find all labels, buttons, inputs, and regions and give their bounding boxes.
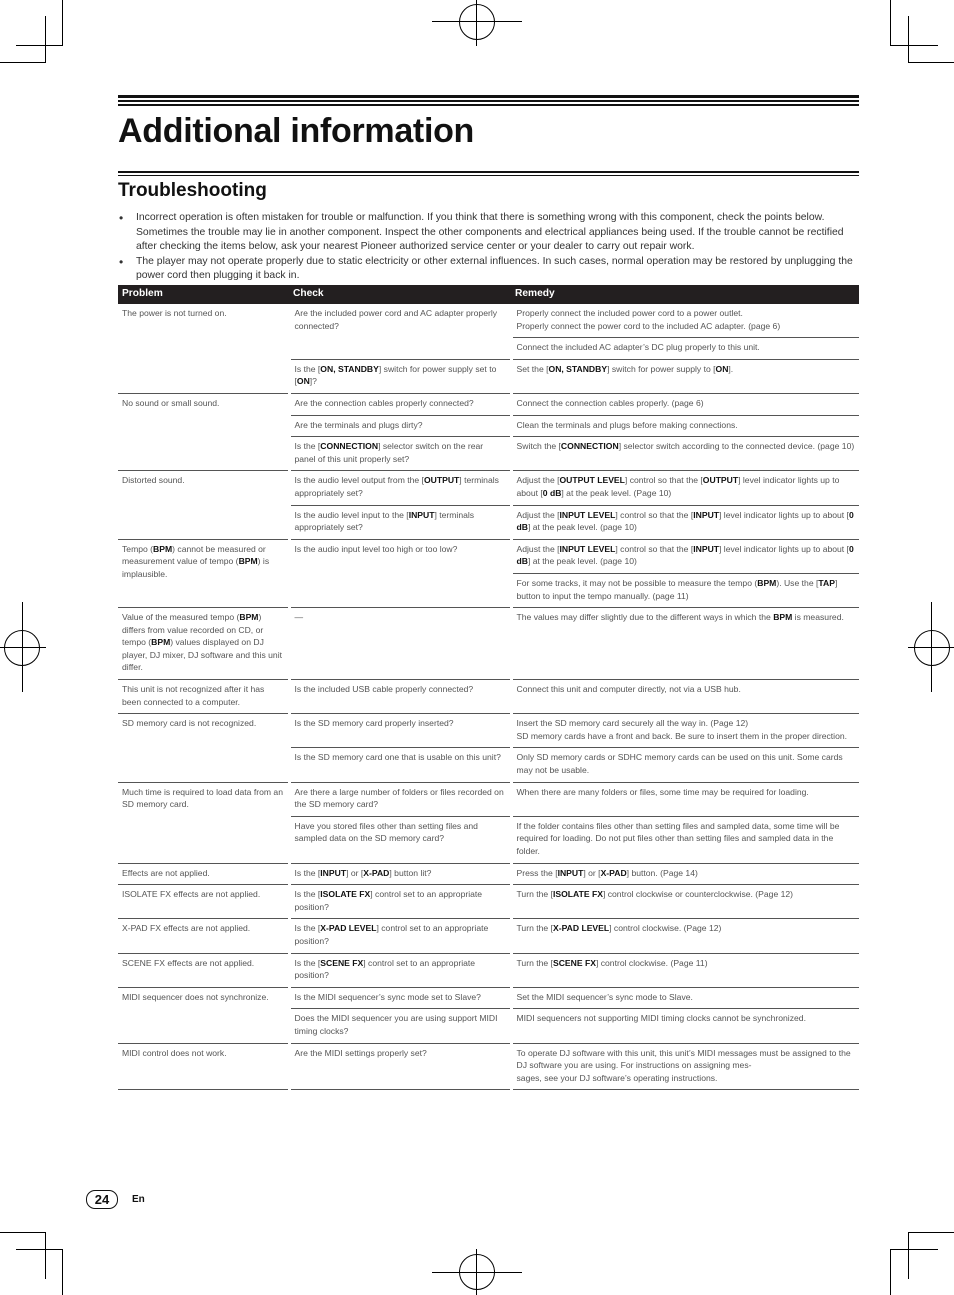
header-rule xyxy=(118,104,859,106)
table-row xyxy=(118,919,859,953)
problem-cell: X-PAD FX effects are not applied. xyxy=(118,919,289,953)
remedy-cell: Insert the SD memory card securely all the way in. (Page 12) SD memory cards have a front and back. Be sure to insert them in the proper direction. xyxy=(511,714,859,748)
remedy-cell: Set the MIDI sequencer’s sync mode to Slave. xyxy=(511,987,859,1009)
remedy-cell: Adjust the [INPUT LEVEL] control so that the [INPUT] level indicator lights up to about [0 dB] at the peak level. (page 10) xyxy=(511,539,859,573)
header-rule xyxy=(118,100,859,102)
problem-cell: Distorted sound. xyxy=(118,471,289,539)
check-cell: Are the connection cables properly connected? xyxy=(289,393,511,415)
crop-mark xyxy=(890,0,891,46)
table-row xyxy=(118,680,859,714)
check-cell: Is the audio level output from the [OUTPUT] terminals appropriately set? xyxy=(289,471,511,505)
table-row xyxy=(118,393,859,415)
page-number: 24 xyxy=(86,1190,118,1209)
table-row xyxy=(118,304,859,338)
check-cell: Is the [ISOLATE FX] control set to an appropriate position? xyxy=(289,885,511,919)
remedy-cell: Properly connect the included power cord to a power outlet. Properly connect the power cord to the included AC adapter. (page 6) xyxy=(511,304,859,338)
check-cell: Is the [CONNECTION] selector switch on the rear panel of this unit properly set? xyxy=(289,437,511,471)
remedy-cell: Turn the [ISOLATE FX] control clockwise or counterclockwise. (Page 12) xyxy=(511,885,859,919)
remedy-cell: Adjust the [INPUT LEVEL] control so that the [INPUT] level indicator lights up to about [0 dB] at the peak level. (page 10) xyxy=(511,505,859,539)
registration-mark xyxy=(432,1272,522,1273)
check-cell: Are there a large number of folders or files recorded on the SD memory card? xyxy=(289,782,511,816)
problem-cell: ISOLATE FX effects are not applied. xyxy=(118,885,289,919)
problem-cell: SCENE FX effects are not applied. xyxy=(118,953,289,987)
remedy-cell: For some tracks, it may not be possible to measure the tempo (BPM). Use the [TAP] button to input the tempo manually. (page 11) xyxy=(511,573,859,607)
crop-mark xyxy=(45,1232,46,1279)
section-rule xyxy=(118,175,859,176)
table-row xyxy=(118,714,859,748)
table-row xyxy=(118,471,859,505)
check-cell: Is the SD memory card properly inserted? xyxy=(289,714,511,748)
list-item: • Incorrect operation is often mistaken for trouble or malfunction. If you think that there is something wrong with this component, check the points below. Sometimes the trouble may lie in another component. Inspect the other components and electrical appliances being used. If the trouble cannot be rectified after checking the items below, ask your nearest Pioneer authorized service center or your dealer to carry out repair work. xyxy=(118,211,859,255)
table-row xyxy=(118,539,859,573)
table-row xyxy=(118,953,859,987)
remedy-cell: Clean the terminals and plugs before making connections. xyxy=(511,415,859,437)
remedy-cell: Turn the [X-PAD LEVEL] control clockwise. (Page 12) xyxy=(511,919,859,953)
check-cell: Are the MIDI settings properly set? xyxy=(289,1043,511,1090)
problem-cell: MIDI control does not work. xyxy=(118,1043,289,1090)
list-item: • The player may not operate properly due to static electricity or other external influences. In such cases, normal operation may be restored by unplugging the power cord then plugging it back in. xyxy=(118,255,859,284)
registration-mark xyxy=(432,21,522,22)
registration-mark xyxy=(914,630,950,666)
check-cell: Is the SD memory card one that is usable on this unit? xyxy=(289,748,511,782)
remedy-cell: Adjust the [OUTPUT LEVEL] control so that the [OUTPUT] level indicator lights up to about [0 dB] at the peak level. (Page 10) xyxy=(511,471,859,505)
registration-mark xyxy=(0,647,46,648)
registration-mark xyxy=(459,4,495,40)
language-label: En xyxy=(132,1194,145,1205)
crop-mark xyxy=(62,1249,63,1295)
crop-mark xyxy=(908,1232,909,1279)
problem-cell: Much time is required to load data from an SD memory card. xyxy=(118,782,289,863)
intro-list xyxy=(118,211,859,284)
table-row xyxy=(118,1043,859,1090)
troubleshooting-table xyxy=(118,285,859,1090)
crop-mark xyxy=(16,45,63,46)
table-row xyxy=(118,885,859,919)
problem-cell: The power is not turned on. xyxy=(118,304,289,393)
crop-mark xyxy=(62,0,63,46)
table-row xyxy=(118,782,859,816)
problem-cell: Effects are not applied. xyxy=(118,863,289,885)
check-cell: Is the MIDI sequencer’s sync mode set to Slave? xyxy=(289,987,511,1009)
check-cell: Is the [X-PAD LEVEL] control set to an appropriate position? xyxy=(289,919,511,953)
crop-mark xyxy=(890,45,938,46)
check-cell: Is the audio input level too high or too low? xyxy=(289,539,511,607)
check-cell: Is the [SCENE FX] control set to an appropriate position? xyxy=(289,953,511,987)
remedy-cell: Only SD memory cards or SDHC memory cards can be used on this unit. Some cards may not be usable. xyxy=(511,748,859,782)
problem-cell: SD memory card is not recognized. xyxy=(118,714,289,782)
problem-cell: Tempo (BPM) cannot be measured or measurement value of tempo (BPM) is implausible. xyxy=(118,539,289,607)
remedy-cell: Switch the [CONNECTION] selector switch according to the connected device. (page 10) xyxy=(511,437,859,471)
remedy-cell: To operate DJ software with this unit, this unit’s MIDI messages must be assigned to the DJ software you are using. For instructions on assigning mes- sages, see your DJ software’s operating instructions. xyxy=(511,1043,859,1090)
remedy-cell: Connect this unit and computer directly, not via a USB hub. xyxy=(511,680,859,714)
check-cell: Does the MIDI sequencer you are using support MIDI timing clocks? xyxy=(289,1009,511,1043)
crop-mark xyxy=(16,1249,63,1250)
chapter-title: Additional information xyxy=(118,112,475,150)
registration-mark xyxy=(22,602,23,692)
remedy-cell: Connect the included AC adapter’s DC plug properly to this unit. xyxy=(511,338,859,360)
remedy-cell: Connect the connection cables properly. (page 6) xyxy=(511,393,859,415)
crop-mark xyxy=(908,62,954,63)
registration-mark xyxy=(476,0,477,46)
section-rule xyxy=(118,171,859,173)
check-cell: Is the [ON, STANDBY] switch for power supply set to [ON]? xyxy=(289,359,511,393)
check-cell: — xyxy=(289,608,511,680)
remedy-cell: Press the [INPUT] or [X-PAD] button. (Page 14) xyxy=(511,863,859,885)
header-rule xyxy=(118,95,859,98)
check-cell: Is the [INPUT] or [X-PAD] button lit? xyxy=(289,863,511,885)
crop-mark xyxy=(45,16,46,63)
problem-cell: This unit is not recognized after it has been connected to a computer. xyxy=(118,680,289,714)
table-row xyxy=(118,987,859,1009)
problem-cell: Value of the measured tempo (BPM) differs from value recorded on CD, or tempo (BPM) values displayed on DJ player, DJ mixer, DJ software and this unit differ. xyxy=(118,608,289,680)
table-row xyxy=(118,608,859,680)
check-cell: Are the included power cord and AC adapter properly connected? xyxy=(289,304,511,359)
crop-mark xyxy=(0,62,46,63)
check-cell: Are the terminals and plugs dirty? xyxy=(289,415,511,437)
problem-cell: MIDI sequencer does not synchronize. xyxy=(118,987,289,1043)
remedy-cell: MIDI sequencers not supporting MIDI timing clocks cannot be synchronized. xyxy=(511,1009,859,1043)
check-cell: Have you stored files other than setting files and sampled data on the SD memory card? xyxy=(289,816,511,863)
column-header-remedy: Remedy xyxy=(511,285,859,304)
section-title: Troubleshooting xyxy=(118,180,267,201)
registration-mark xyxy=(476,1249,477,1295)
crop-mark xyxy=(0,1232,46,1233)
table-row xyxy=(118,863,859,885)
column-header-check: Check xyxy=(289,285,511,304)
remedy-cell: If the folder contains files other than setting files and sampled data, some time will be required for loading. Do not put files other than setting files and sampled data in the folder. xyxy=(511,816,859,863)
crop-mark xyxy=(908,16,909,63)
remedy-cell: Turn the [SCENE FX] control clockwise. (Page 11) xyxy=(511,953,859,987)
remedy-cell: The values may differ slightly due to the different ways in which the BPM is measured. xyxy=(511,608,859,680)
column-header-problem: Problem xyxy=(118,285,289,304)
crop-mark xyxy=(890,1249,891,1295)
crop-mark xyxy=(908,1232,954,1233)
problem-cell: No sound or small sound. xyxy=(118,393,289,470)
remedy-cell: Set the [ON, STANDBY] switch for power supply to [ON]. xyxy=(511,359,859,393)
check-cell: Is the included USB cable properly connected? xyxy=(289,680,511,714)
table-header-row xyxy=(118,285,859,304)
crop-mark xyxy=(890,1249,938,1250)
registration-mark xyxy=(931,602,932,692)
remedy-cell: When there are many folders or files, some time may be required for loading. xyxy=(511,782,859,816)
check-cell: Is the audio level input to the [INPUT] terminals appropriately set? xyxy=(289,505,511,539)
